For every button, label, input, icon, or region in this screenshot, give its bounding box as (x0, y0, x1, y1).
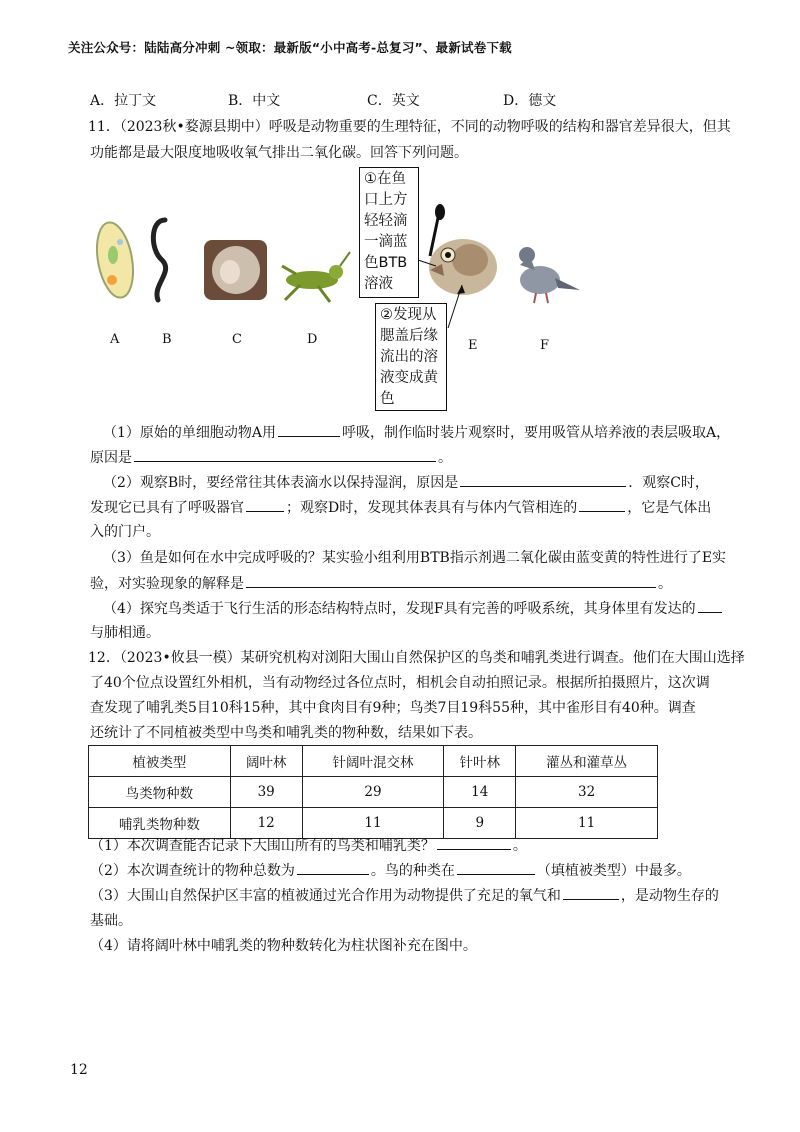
text: 发现它已具有了呼吸器官 (90, 500, 244, 516)
text: 。鸟的种类在 (370, 863, 455, 879)
q11-part1-line1 (103, 422, 730, 443)
text: （2）观察B时，要经常往其体表滴水以保持湿润，原因是 (103, 475, 459, 491)
figure-label-d: D (307, 332, 318, 347)
pigeon-illustration (519, 247, 580, 303)
text: 原因是 (90, 450, 132, 466)
fish-head-illustration (429, 239, 497, 295)
table-cell: 39 (230, 777, 302, 808)
page-number: 12 (70, 1062, 88, 1078)
answer-blank[interactable] (246, 497, 284, 512)
callout-box-1 (359, 167, 419, 298)
figure-label-f: F (540, 338, 550, 353)
text: 。 (438, 450, 452, 466)
text: （1）原始的单细胞动物A用 (103, 425, 277, 441)
clam-illustration (204, 240, 267, 300)
q12-stem-line2: 了40个位点设置红外相机，当有动物经过各位点时，相机会自动拍照记录。根据所拍摄照片，这次调 (90, 675, 710, 691)
q11-stem-line2: 功能都是最大限度地吸收氧气排出二氧化碳。回答下列问题。 (90, 145, 468, 161)
callout1-line: 一滴蓝 (364, 234, 408, 250)
callout1-line: 口上方 (364, 192, 408, 208)
table-header-cell: 植被类型 (89, 746, 231, 777)
q12-stem-line3: 查发现了哺乳类5目10科15种，其中食肉目有9种；鸟类7目19科55种，其中雀形目有40种。调查 (90, 700, 696, 716)
table-cell: 11 (302, 808, 444, 839)
callout2-line: ②发现从 (380, 307, 437, 323)
table-header-cell: 阔叶林 (230, 746, 302, 777)
q12-part3-line2: 基础。 (90, 913, 132, 929)
text: （4）探究鸟类适于飞行生活的形态结构特点时，发现F具有完善的呼吸系统，其身体里有发达的 (103, 601, 696, 617)
text: 验，对实验现象的解释是 (90, 576, 244, 592)
answer-blank[interactable] (460, 472, 626, 487)
figure-label-b: B (162, 332, 172, 347)
q11-stem-line1: 11．（2023秋•婺源县期中）呼吸是动物重要的生理特征，不同的动物呼吸的结构和器官差异很大，但其 (88, 119, 731, 135)
grasshopper-illustration (282, 252, 350, 302)
table-row (89, 777, 658, 808)
answer-blank[interactable] (297, 860, 369, 875)
text: （1）本次调查能否记录下大围山所有的鸟类和哺乳类？ (90, 838, 435, 854)
table-row (89, 808, 658, 839)
option-c: C．英文 (367, 93, 420, 109)
q11-part2-line2 (90, 497, 711, 518)
q12-part3-line1 (90, 885, 719, 906)
q11-part4-line2: 与肺相通。 (90, 625, 160, 641)
figure-label-a: A (110, 332, 120, 347)
figure-label-e: E (468, 338, 478, 353)
text: 。 (512, 838, 527, 854)
option-a: A．拉丁文 (90, 93, 157, 109)
q11-part3-line1: （3）鱼是如何在水中完成呼吸的？某实验小组利用BTB指示剂遇二氧化碳由蓝变黄的特性进行了E实 (103, 550, 727, 566)
callout1-line: 色BTB (364, 255, 408, 271)
q12-stem-line1: 12．（2023•攸县一模）某研究机构对浏阳大围山自然保护区的鸟类和哺乳类进行调查。他们在大围山选择 (88, 650, 745, 666)
callout2-line: 色 (380, 391, 395, 407)
table-cell: 32 (516, 777, 658, 808)
table-header-cell: 灌丛和灌草丛 (516, 746, 658, 777)
q11-part2-line3: 入的门户。 (90, 524, 160, 540)
answer-blank[interactable] (457, 860, 535, 875)
answer-blank[interactable] (437, 835, 511, 850)
answer-blank[interactable] (563, 885, 619, 900)
option-d: D．德文 (503, 93, 557, 109)
table-header-cell: 针叶林 (444, 746, 516, 777)
q12-stem-line4: 还统计了不同植被类型中鸟类和哺乳类的物种数，结果如下表。 (90, 725, 482, 741)
figure-label-c: C (232, 332, 242, 347)
q11-part4-line1 (103, 598, 724, 619)
callout1-line: 轻轻滴 (364, 213, 408, 229)
q11-part3-line2 (90, 573, 672, 594)
text: （填植被类型）中最多。 (536, 863, 691, 879)
callout-box-2 (375, 303, 447, 411)
q11-part2-line1 (103, 472, 709, 493)
text: （3）大围山自然保护区丰富的植被通过光合作用为动物提供了充足的氧气和 (90, 888, 561, 904)
table-cell: 12 (230, 808, 302, 839)
table-cell: 9 (444, 808, 516, 839)
answer-blank[interactable] (579, 497, 625, 512)
table-cell: 14 (444, 777, 516, 808)
answer-blank[interactable] (278, 422, 340, 437)
callout1-line: ①在鱼 (364, 171, 406, 187)
table-header-row (89, 746, 658, 777)
paramecium-illustration (92, 220, 139, 301)
callout2-line: 流出的溶 (380, 349, 438, 365)
table-header-cell: 针阔叶混交林 (302, 746, 444, 777)
text: ，是动物生存的 (620, 888, 719, 904)
text: ，它是气体出 (627, 500, 712, 516)
table-cell: 29 (302, 777, 444, 808)
answer-blank[interactable] (698, 598, 722, 613)
q12-part4: （4）请将阔叶林中哺乳类的物种数转化为柱状图补充在图中。 (90, 938, 477, 954)
text: 。 (658, 576, 672, 592)
text: 呼吸，制作临时装片观察时，要用吸管从培养液的表层吸取A， (342, 425, 731, 441)
answer-blank[interactable] (134, 447, 436, 462)
answer-blank[interactable] (246, 573, 656, 588)
text: ；观察D时，发现其体表具有与体内气管相连的 (286, 500, 578, 516)
callout2-line: 腮盖后缘 (380, 328, 438, 344)
option-b: B．中文 (228, 93, 281, 109)
earthworm-illustration (153, 220, 165, 300)
text: ．观察C时， (628, 475, 709, 491)
q11-part1-line2 (90, 447, 452, 468)
table-cell: 哺乳类物种数 (89, 808, 231, 839)
callout2-line: 液变成黄 (380, 370, 438, 386)
page-header: 关注公众号：陆陆高分冲刺 ~领取：最新版“小中高考-总复习”、最新试卷下载 (68, 40, 512, 55)
text: （2）本次调查统计的物种总数为 (90, 863, 295, 879)
table-cell: 鸟类物种数 (89, 777, 231, 808)
survey-table (88, 745, 658, 839)
table-cell: 11 (516, 808, 658, 839)
callout1-line: 溶液 (364, 276, 393, 292)
q12-part1 (90, 835, 527, 856)
q12-part2 (90, 860, 691, 881)
